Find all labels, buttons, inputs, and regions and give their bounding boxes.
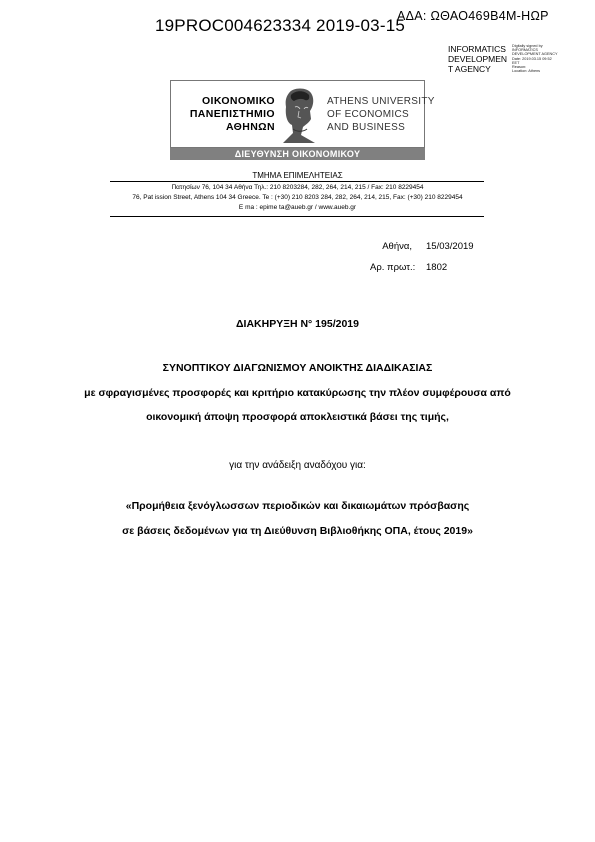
logo-english-line: AND BUSINESS — [327, 122, 406, 133]
protocol-label: Αρ. πρωτ.: — [370, 262, 416, 273]
signature-detail-line: Reason: — [512, 65, 527, 70]
signer-line: T AGENCY — [448, 64, 491, 74]
signature-detail-line: EET — [512, 60, 520, 65]
procurement-id: 19PROC004623334 2019-03-15 — [155, 16, 405, 35]
logo-greek-line: ΑΘΗΝΩΝ — [225, 121, 275, 133]
logo-english-name — [327, 95, 435, 134]
university-logo — [170, 80, 435, 148]
signature-details — [512, 44, 558, 73]
department-banner: ΔΙΕΥΘΥΝΣΗ ΟΙΚΟΝΟΜΙΚΟΥ — [170, 148, 425, 160]
protocol-value: 1802 — [426, 262, 448, 273]
divider-bottom — [110, 216, 484, 217]
signature-detail-line: Date: 2019.03.15 09:52 — [512, 56, 552, 61]
logo-greek-line: ΠΑΝΕΠΙΣΤΗΜΙΟ — [189, 108, 275, 120]
signature-detail-line: INFORMATICS — [512, 48, 538, 53]
ada-code: ΑΔΑ: ΩΘΑΟ469Β4Μ-ΗΩΡ — [397, 9, 549, 23]
contact-line: Πατησίων 76, 104 34 Αθήνα Τηλ.: 210 8203284, 282, 264, 214, 215 / Fax: 210 8229454 — [171, 184, 424, 191]
logo-english-line: OF ECONOMICS — [327, 109, 409, 120]
date-value: 15/03/2019 — [426, 241, 474, 252]
contractor-intro: για την ανάδειξη αναδόχου για: — [229, 460, 366, 471]
divider-top — [110, 181, 484, 182]
signer-line: INFORMATICS — [448, 44, 506, 54]
section-title: ΤΜΗΜΑ ΕΠΙΜΕΛΗΤΕΙΑΣ — [252, 171, 343, 180]
signature-detail-line: Location: Athens — [512, 69, 541, 74]
subtitle-criteria-1: με σφραγισμένες προσφορές και κριτήριο κατακύρωσης την πλέον συμφέρουσα από — [84, 387, 511, 399]
signature-signer — [448, 44, 507, 74]
tender-object-line-2: σε βάσεις δεδομένων για τη Διεύθυνση Βιβλιοθήκης ΟΠΑ, έτους 2019» — [122, 525, 473, 537]
subtitle-criteria-2: οικονομική άποψη προσφορά αποκλειστικά βάσει της τιμής, — [146, 411, 449, 423]
signature-detail-line: DEVELOPMENT AGENCY — [512, 52, 558, 57]
subtitle-procedure: ΣΥΝΟΠΤΙΚΟΥ ΔΙΑΓΩΝΙΣΜΟΥ ΑΝΟΙΚΤΗΣ ΔΙΑΔΙΚΑΣΙΑΣ — [162, 362, 433, 374]
document-title: ΔΙΑΚΗΡΥΞΗ Ν° 195/2019 — [236, 318, 359, 330]
contact-block — [0, 183, 595, 213]
logo-greek-name — [177, 95, 275, 134]
date-label: Αθήνα, — [382, 241, 412, 252]
logo-greek-line: ΟΙΚΟΝΟΜΙΚΟ — [201, 95, 275, 107]
logo-english-line: ATHENS UNIVERSITY — [327, 96, 435, 107]
contact-line: 76, Pat ission Street, Athens 104 34 Greece. Te : (+30) 210 8203 284, 282, 264, 214, 215, Fax: (+30) 210 8229454 — [132, 194, 463, 201]
hermes-head-icon — [275, 85, 323, 143]
signature-detail-line: Digitally signed by — [512, 44, 543, 48]
contact-line: E ma : epime ta@aueb.gr / www.aueb.gr — [238, 204, 357, 211]
tender-object-line-1: «Προμήθεια ξενόγλωσσων περιοδικών και δικαιωμάτων πρόσβασης — [125, 500, 470, 512]
signer-line: DEVELOPMEN — [448, 54, 508, 64]
